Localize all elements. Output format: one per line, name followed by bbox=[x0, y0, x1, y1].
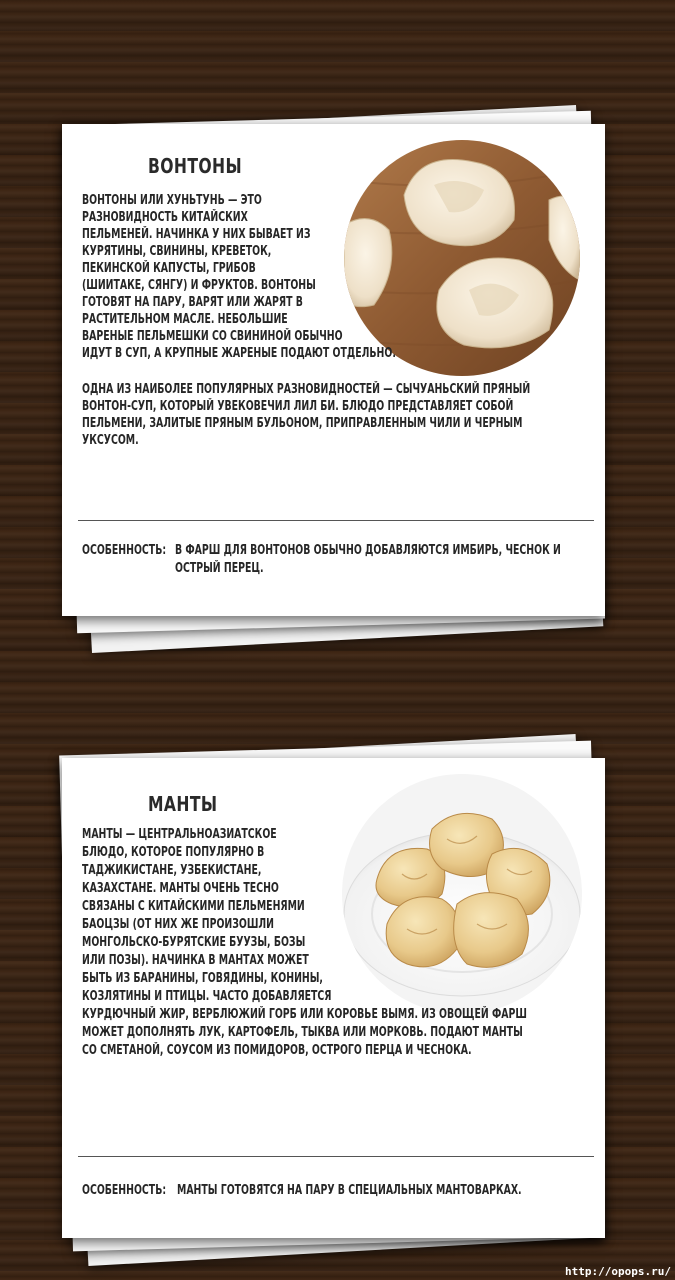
text-line: БЫТЬ ИЗ БАРАНИНЫ, ГОВЯДИНЫ, КОНИНЫ, bbox=[82, 971, 323, 986]
feature-label: ОСОБЕННОСТЬ: bbox=[82, 1183, 167, 1198]
text-line: РАСТИТЕЛЬНОМ МАСЛЕ. НЕБОЛЬШИЕ bbox=[82, 312, 288, 327]
text-line: СВЯЗАНЫ С КИТАЙСКИМИ ПЕЛЬМЕНЯМИ bbox=[82, 899, 305, 914]
divider bbox=[78, 520, 594, 521]
text-line: БАОЦЗЫ (ОТ НИХ ЖЕ ПРОИЗОШЛИ bbox=[82, 917, 275, 932]
card-manty bbox=[62, 758, 605, 1238]
manty-illustration bbox=[342, 774, 582, 1014]
feature-text: В ФАРШ ДЛЯ ВОНТОНОВ ОБЫЧНО ДОБАВЛЯЮТСЯ ИМБИРЬ, ЧЕСНОК И bbox=[175, 543, 561, 558]
text-line: (ШИИТАКЕ, СЯНГУ) И ФРУКТОВ. ВОНТОНЫ bbox=[82, 278, 316, 293]
text-line: ПЕЛЬМЕНИ, ЗАЛИТЫЕ ПРЯНЫМ БУЛЬОНОМ, ПРИПРАВЛЕННЫМ ЧИЛИ И ЧЕРНЫМ bbox=[82, 416, 523, 431]
text-line: УКСУСОМ. bbox=[82, 433, 139, 448]
divider bbox=[78, 1156, 594, 1157]
text-line: РАЗНОВИДНОСТЬ КИТАЙСКИХ bbox=[82, 210, 248, 225]
text-line: КУРДЮЧНЫЙ ЖИР, ВЕРБЛЮЖИЙ ГОРБ ИЛИ КОРОВЬЕ ВЫМЯ. ИЗ ОВОЩЕЙ ФАРШ bbox=[82, 1007, 527, 1022]
text-line: КАЗАХСТАНЕ. МАНТЫ ОЧЕНЬ ТЕСНО bbox=[82, 881, 279, 896]
site-watermark: http://opops.ru/ bbox=[565, 1265, 671, 1278]
text-line: КОЗЛЯТИНЫ И ПТИЦЫ. ЧАСТО ДОБАВЛЯЕТСЯ bbox=[82, 989, 332, 1004]
card-title: МАНТЫ bbox=[148, 792, 218, 816]
wontons-photo bbox=[344, 140, 580, 376]
text-line: СО СМЕТАНОЙ, СОУСОМ ИЗ ПОМИДОРОВ, ОСТРОГО ПЕРЦА И ЧЕСНОКА. bbox=[82, 1043, 472, 1058]
manty-photo bbox=[342, 774, 582, 1014]
text-line: МОНГОЛЬСКО-БУРЯТСКИЕ БУУЗЫ, БОЗЫ bbox=[82, 935, 306, 950]
text-line: ВАРЕНЫЕ ПЕЛЬМЕШКИ СО СВИНИНОЙ ОБЫЧНО bbox=[82, 329, 343, 344]
text-line: МОЖЕТ ДОПОЛНЯТЬ ЛУК, КАРТОФЕЛЬ, ТЫКВА ИЛИ МОРКОВЬ. ПОДАЮТ МАНТЫ bbox=[82, 1025, 523, 1040]
text-line: ТАДЖИКИСТАНЕ, УЗБЕКИСТАНЕ, bbox=[82, 863, 262, 878]
text-line: КУРЯТИНЫ, СВИНИНЫ, КРЕВЕТОК, bbox=[82, 244, 272, 259]
text-line: БЛЮДО, КОТОРОЕ ПОПУЛЯРНО В bbox=[82, 845, 265, 860]
text-line: ГОТОВЯТ НА ПАРУ, ВАРЯТ ИЛИ ЖАРЯТ В bbox=[82, 295, 303, 310]
feature-label: ОСОБЕННОСТЬ: bbox=[82, 543, 167, 558]
text-line: ВОНТОН-СУП, КОТОРЫЙ УВЕКОВЕЧИЛ ЛИЛ БИ. БЛЮДО ПРЕДСТАВЛЯЕТ СОБОЙ bbox=[82, 399, 514, 414]
text-line: ВОНТОНЫ ИЛИ ХУНЬТУНЬ — ЭТО bbox=[82, 193, 262, 208]
card-wontons bbox=[62, 124, 605, 616]
text-line: ПЕКИНСКОЙ КАПУСТЫ, ГРИБОВ bbox=[82, 261, 256, 276]
card-title: ВОНТОНЫ bbox=[148, 154, 243, 178]
feature-text: МАНТЫ ГОТОВЯТСЯ НА ПАРУ В СПЕЦИАЛЬНЫХ МАНТОВАРКАХ. bbox=[177, 1183, 522, 1198]
feature-text: ОСТРЫЙ ПЕРЕЦ. bbox=[175, 561, 264, 576]
text-line: ПЕЛЬМЕНЕЙ. НАЧИНКА У НИХ БЫВАЕТ ИЗ bbox=[82, 227, 311, 242]
text-line: МАНТЫ — ЦЕНТРАЛЬНОАЗИАТСКОЕ bbox=[82, 827, 277, 842]
wontons-illustration bbox=[344, 140, 580, 376]
text-line: ОДНА ИЗ НАИБОЛЕЕ ПОПУЛЯРНЫХ РАЗНОВИДНОСТЕЙ — СЫЧУАНЬСКИЙ ПРЯНЫЙ bbox=[82, 382, 531, 397]
text-line: ИЛИ ПОЗЫ). НАЧИНКА В МАНТАХ МОЖЕТ bbox=[82, 953, 309, 968]
text-line: ИДУТ В СУП, А КРУПНЫЕ ЖАРЕНЫЕ ПОДАЮТ ОТДЕЛЬНО. bbox=[82, 346, 396, 361]
